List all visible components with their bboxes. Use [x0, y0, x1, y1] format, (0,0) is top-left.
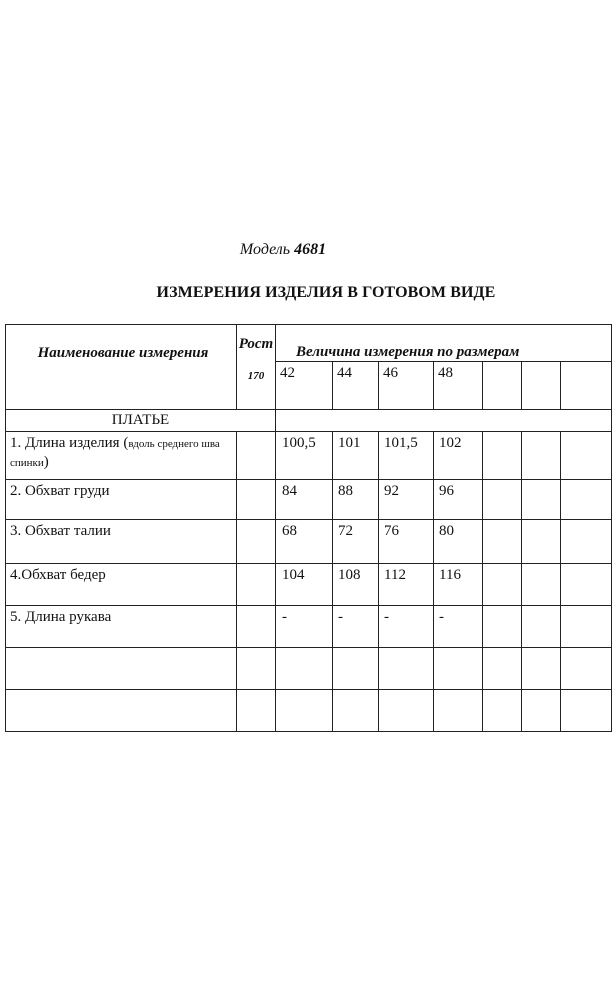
empty-cell — [434, 690, 483, 732]
empty-cell — [483, 362, 522, 410]
empty-cell — [237, 432, 276, 480]
section-row — [6, 410, 612, 432]
table-row — [6, 480, 612, 520]
empty-cell — [522, 606, 561, 648]
table-row — [6, 564, 612, 606]
value-cell: - — [434, 606, 483, 648]
empty-cell — [483, 606, 522, 648]
empty-cell — [237, 480, 276, 520]
empty-cell — [483, 520, 522, 564]
empty-cell — [522, 480, 561, 520]
empty-cell — [434, 648, 483, 690]
row-label: 2. Обхват груди — [6, 480, 237, 520]
row-label — [6, 432, 237, 480]
empty-cell — [237, 606, 276, 648]
empty-cell — [483, 432, 522, 480]
empty-cell — [561, 564, 612, 606]
model-prefix: Модель — [239, 241, 291, 258]
empty-cell — [522, 520, 561, 564]
empty-cell — [522, 648, 561, 690]
value-cell: - — [276, 606, 333, 648]
value-cell: - — [333, 606, 379, 648]
row-label: 4.Обхват бедер — [6, 564, 237, 606]
row-label-end: ) — [43, 454, 49, 470]
header-rost-cell — [237, 325, 276, 410]
row-label: 3. Обхват талии — [6, 520, 237, 564]
value-cell: 102 — [434, 432, 483, 480]
rost-value: 170 — [247, 370, 265, 382]
value-cell: - — [379, 606, 434, 648]
table-row — [6, 520, 612, 564]
header-measurement-name: Наименование измерения — [6, 325, 237, 410]
size-cell: 44 — [333, 362, 379, 410]
value-cell: 80 — [434, 520, 483, 564]
value-cell: 101 — [333, 432, 379, 480]
empty-cell — [483, 690, 522, 732]
empty-cell — [333, 690, 379, 732]
value-cell: 68 — [276, 520, 333, 564]
empty-row — [6, 648, 612, 690]
empty-cell — [333, 648, 379, 690]
table-row — [6, 432, 612, 480]
header-rost: Рост — [238, 336, 274, 352]
measurements-table — [5, 324, 612, 732]
header-sizes: Величина измерения по размерам — [276, 325, 612, 362]
empty-cell — [483, 564, 522, 606]
value-cell: 101,5 — [379, 432, 434, 480]
empty-cell — [561, 520, 612, 564]
empty-cell — [6, 648, 237, 690]
empty-cell — [6, 690, 237, 732]
empty-cell — [379, 690, 434, 732]
value-cell: 92 — [379, 480, 434, 520]
value-cell: 96 — [434, 480, 483, 520]
empty-cell — [522, 432, 561, 480]
empty-cell — [483, 480, 522, 520]
empty-cell — [561, 690, 612, 732]
row-label-text: 1. Длина изделия ( — [10, 435, 129, 451]
empty-cell — [237, 648, 276, 690]
model-caption — [0, 241, 566, 259]
empty-cell — [561, 480, 612, 520]
empty-cell — [483, 648, 522, 690]
row-label: 5. Длина рукава — [6, 606, 237, 648]
page-title: ИЗМЕРЕНИЯ ИЗДЕЛИЯ В ГОТОВОМ ВИДЕ — [156, 284, 496, 301]
empty-cell — [379, 648, 434, 690]
value-cell: 100,5 — [276, 432, 333, 480]
row-label-note: вдоль среднего шва спинки — [10, 438, 220, 469]
value-cell: 88 — [333, 480, 379, 520]
empty-cell — [561, 648, 612, 690]
section-title: ПЛАТЬЕ — [6, 410, 276, 432]
value-cell: 76 — [379, 520, 434, 564]
table-row — [6, 606, 612, 648]
size-cell: 46 — [379, 362, 434, 410]
empty-cell — [237, 690, 276, 732]
model-number: 4681 — [294, 241, 327, 258]
size-cell: 48 — [434, 362, 483, 410]
header-row-top — [6, 325, 612, 362]
empty-cell — [522, 690, 561, 732]
empty-cell — [522, 362, 561, 410]
size-cell: 42 — [276, 362, 333, 410]
value-cell: 112 — [379, 564, 434, 606]
empty-cell — [522, 564, 561, 606]
empty-row — [6, 690, 612, 732]
empty-cell — [561, 432, 612, 480]
empty-cell — [237, 520, 276, 564]
value-cell: 84 — [276, 480, 333, 520]
value-cell: 72 — [333, 520, 379, 564]
empty-cell — [276, 410, 612, 432]
empty-cell — [561, 606, 612, 648]
value-cell: 116 — [434, 564, 483, 606]
value-cell: 104 — [276, 564, 333, 606]
empty-cell — [276, 690, 333, 732]
empty-cell — [561, 362, 612, 410]
empty-cell — [237, 564, 276, 606]
value-cell: 108 — [333, 564, 379, 606]
empty-cell — [276, 648, 333, 690]
